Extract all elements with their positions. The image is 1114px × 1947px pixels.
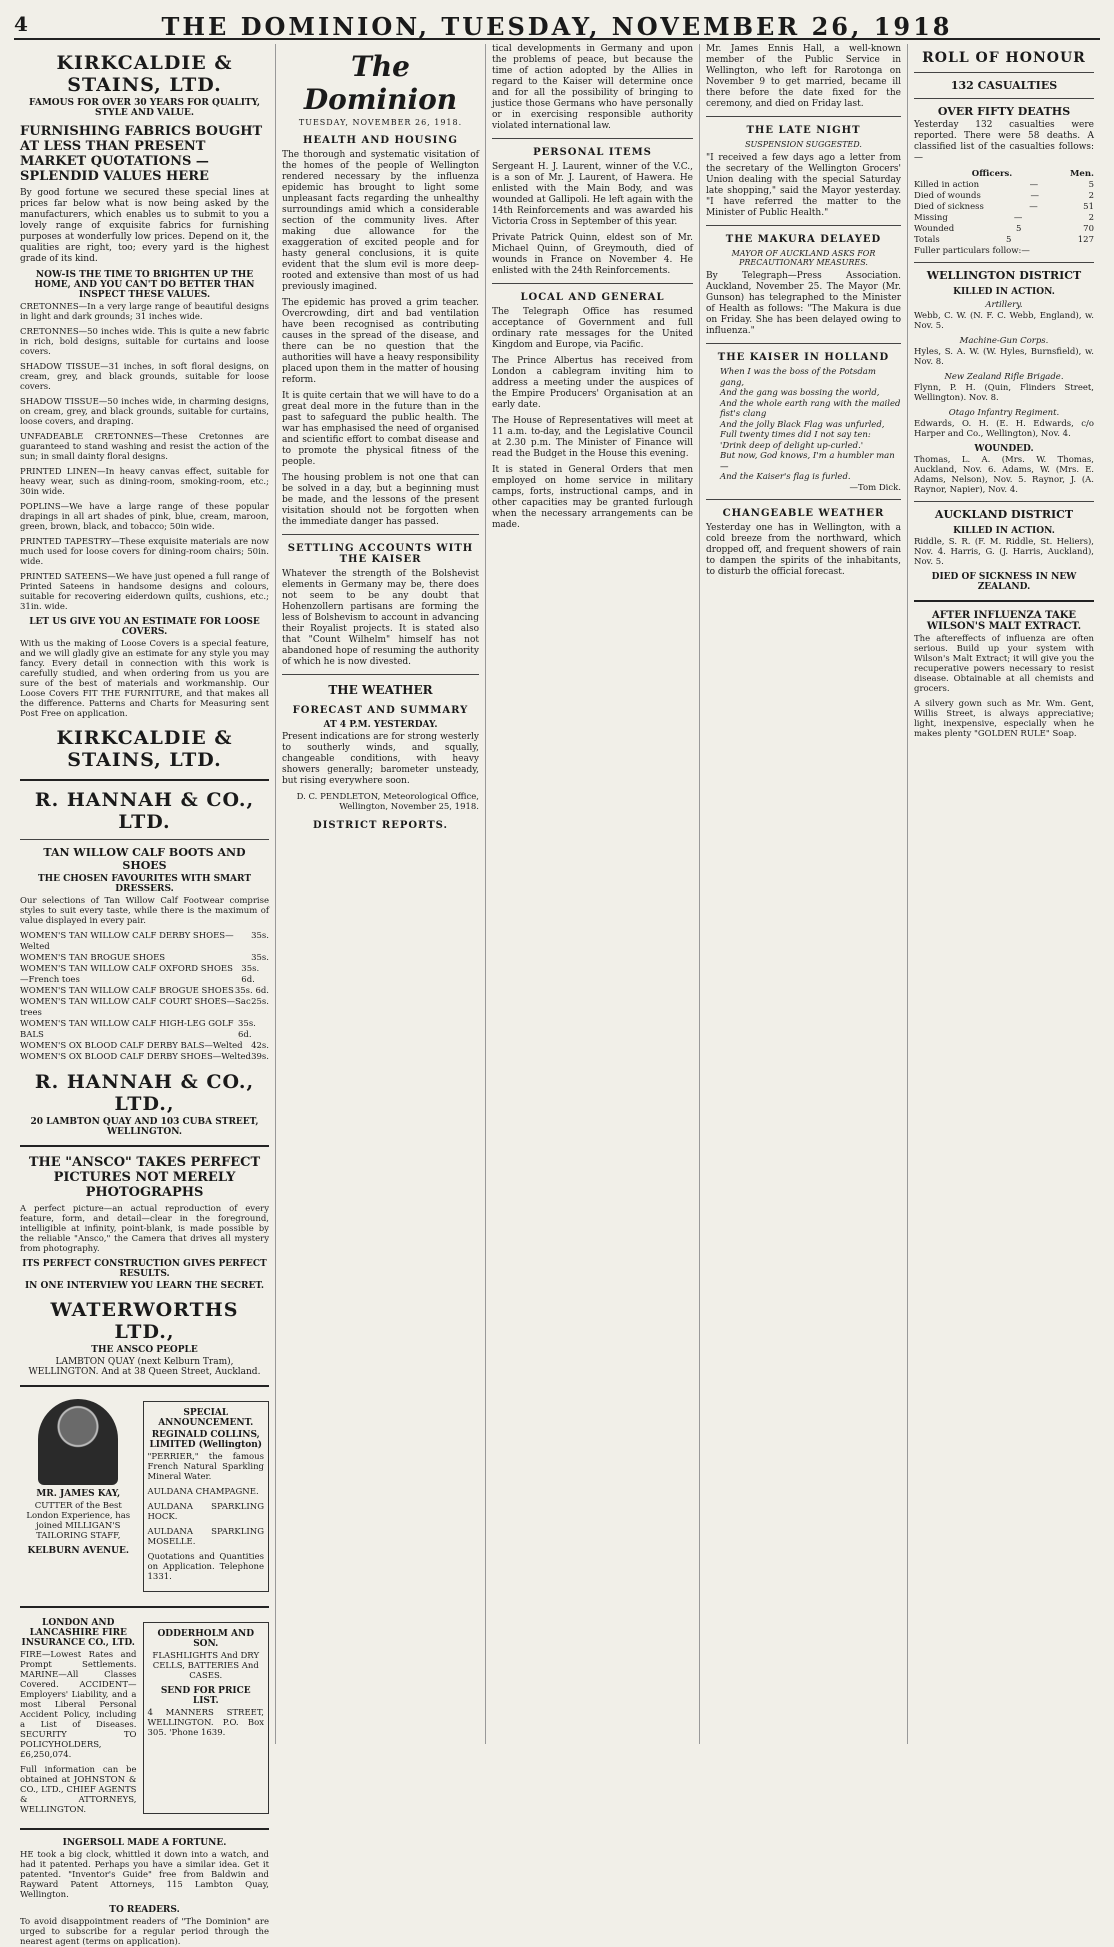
kirkcaldie-item: SHADOW TISSUE—31 inches, in soft floral designs, on cream, grey, and black grounds, suitable for loose covers. [20,362,269,392]
divider [20,1145,269,1147]
news-continued: tical developments in Germany and upon the problems of peace, but because the time of action adopted by the Allies in regard to the Kaiser will determine once and for all the possibility of bringing to justice those Germans who have personally or in exercising responsible authority violated international law. [492,44,693,131]
divider [20,839,269,840]
divider [914,600,1094,602]
table-row [914,213,1094,224]
weather-headline: THE WEATHER [328,683,433,697]
wellington-headline: WELLINGTON DISTRICT [926,269,1082,282]
readers-head: TO READERS. [109,1905,180,1915]
settling-headline: SETTLING ACCOUNTS WITH THE KAISER [287,543,474,565]
wilson-ad-headline: AFTER INFLUENZA TAKE WILSON'S MALT EXTRACT. [926,610,1082,632]
masthead [14,8,1100,40]
deaths-headline: OVER FIFTY DEATHS [937,105,1071,118]
column-editorial [276,44,486,1744]
london-body: FIRE—Lowest Rates and Prompt Settlements. MARINE—All Classes Covered. ACCIDENT—Employers' Liability, and a most Liberal Personal Accident Policy, including a List of Diseases. SECURITY TO POLICYHOLDERS, £6,250,074. [20,1650,137,1760]
price-row [20,997,269,1019]
table-cell-officers: 5 [1015,224,1022,234]
unit-casualties: Webb, C. W. (N. F. C. Webb, England), w. Nov. 5. [914,311,1094,331]
poem-line: Full twenty times did I not say ten: [720,430,871,440]
divider [914,501,1094,502]
poem-line: When I was the boss of the Potsdam gang, [720,367,876,388]
collins-ad [143,1401,270,1592]
table-cell-men: 2 [1088,213,1094,223]
price-row [20,1041,269,1052]
price-row [20,1052,269,1063]
price-item-price: 39s. [251,1052,269,1062]
editorial-headline: HEALTH AND HOUSING [303,135,458,146]
casualty-table [914,169,1094,246]
poem-line: But now, God knows, I'm a humbler man— [720,451,895,472]
ansco-interview: IN ONE INTERVIEW YOU LEARN THE SECRET. [24,1281,265,1291]
kirkcaldie-item: PRINTED TAPESTRY—These exquisite materials are now much used for loose covers for dining-room chairs; 50in. wide. [20,537,269,567]
table-header-cell: Men. [1070,169,1094,179]
unit-casualties: Edwards, O. H. (E. H. Edwards, c/o Harper and Co., Wellington), Nov. 4. [914,419,1094,439]
ansco-results: ITS PERFECT CONSTRUCTION GIVES PERFECT RESULTS. [22,1259,267,1279]
unit-name: Artillery. [985,300,1023,310]
wounded-names: Thomas, L. A. (Mrs. W. Thomas, Auckland, Nov. 6. Adams, W. (Mrs. E. Adams, Nelson), Nov. 5. Raynor, J. (A. Raynor, Napier), Nov. 4. [914,455,1094,495]
divider [706,499,901,500]
personal-body: Sergeant H. J. Laurent, winner of the V.C., is a son of Mr. J. Laurent, of Hawera. He enlisted with the Main Body, and was wounded at Gallipoli. He left again with the 14th Reinforcements and was awarded his Victoria Cross in September of this year. [492,162,693,227]
table-cell-men: 2 [1088,191,1094,201]
poem-line: 'Drink deep of delight up-curled.' [720,440,864,451]
table-cell-officers: — [1029,180,1039,190]
kirkcaldie-footer: KIRKCALDIE & STAINS, LTD. [56,727,233,771]
unit-name: New Zealand Rifle Brigade. [944,372,1064,382]
price-row [20,1019,269,1041]
unit-name: Otago Infantry Regiment. [948,408,1060,418]
makura-body: By Telegraph—Press Association. Auckland, November 25. The Mayor (Mr. Gunson) has telegraphed to the Minister of Health as follows: "The Makura is due on Friday. She has been delayed owing to influenza." [706,271,901,336]
local-body: The Prince Albertus has received from London a cablegram inviting him to address a meeting under the auspices of the Empire Producers' Organisation at an early date. [492,356,693,410]
divider [914,98,1094,99]
divider [706,225,901,226]
wilson-ad-body: The aftereffects of influenza are often serious. Build up your system with Wilson's Malt Extract; it will give you the recuperative powers necessary to resist disease. Obtainable at all chemists and grocers. [914,634,1094,694]
page-number: 4 [14,12,28,36]
kay-address: KELBURN AVENUE. [27,1546,130,1556]
unit-casualties: Flynn, P. H. (Quin, Flinders Street, Wellington). Nov. 8. [914,383,1094,403]
divider [20,779,269,781]
divider [20,1385,269,1387]
ad-row [20,1395,269,1598]
kirkcaldie-item: POPLINS—We have a large range of these popular drapings in all art shades of pink, blue, cream, maroon, green, brown, black, and tobacco; 50in wide. [20,502,269,532]
waterworths-title: WATERWORTHS LTD., [50,1299,239,1343]
table-cell-men: 70 [1083,224,1094,234]
price-item-price: 35s. 6d. [238,1019,256,1040]
honour-intro: Yesterday 132 casualties were reported. There were 58 deaths. A classified list of the casualties follows:— [914,120,1094,163]
changeable-headline: CHANGEABLE WEATHER [722,507,885,519]
editorial-dateline: TUESDAY, NOVEMBER 26, 1918. [298,118,463,127]
unit-list [914,300,1094,439]
price-item-price: 42s. [251,1041,269,1051]
column-news [486,44,700,1744]
price-row [20,931,269,953]
odderholm-items: FLASHLIGHTS And DRY CELLS, BATTERIES And CASES. [152,1651,260,1681]
wounded-headline: WOUNDED. [974,444,1034,454]
kaiser-poem [706,367,901,483]
table-row [914,235,1094,246]
table-row [914,202,1094,213]
price-item-name: WOMEN'S OX BLOOD CALF DERBY SHOES—Welted [20,1052,251,1062]
local-body: The Telegraph Office has resumed acceptance of Government and full ordinary rate messages for the United Kingdom and Europe, via Pacific. [492,307,693,350]
ansco-headline: THE "ANSCO" TAKES PERFECT PICTURES NOT MERELY PHOTOGRAPHS [28,1155,261,1200]
collins-item: "PERRIER," the famous French Natural Sparkling Mineral Water. [147,1452,264,1482]
table-cell-officers: — [1030,191,1039,201]
collins-name: REGINALD COLLINS, LIMITED (Wellington) [149,1430,263,1450]
soap-ad-body: A silvery gown such as Mr. Wm. Gent, Willis Street, is always appreciative; light, inexpensive, especially when he makes plenty "GOLDEN RULE" Soap. [914,699,1094,739]
odderholm-ad [143,1622,270,1814]
price-item-name: WOMEN'S TAN WILLOW CALF BROGUE SHOES [20,986,234,996]
casualties-count: 132 CASUALTIES [950,79,1058,92]
ansco-body: A perfect picture—an actual reproduction of every feature, form, and detail—clear in the foreground, intelligible at infinity, point-blank, is made possible by the reliable "Ansco," the Camera that drives all mystery from photography. [20,1204,269,1254]
collins-item: AULDANA SPARKLING HOCK. [147,1502,264,1522]
divider [492,138,693,139]
divider [282,674,479,675]
collins-item: AULDANA SPARKLING MOSELLE. [147,1527,264,1547]
table-cell-officers: 5 [1006,235,1012,245]
late-night-body: "I received a few days ago a letter from the secretary of the Wellington Grocers' Union dealing with the special Saturday late shopping," said the Mayor yesterday. "I have referred the matter to the Minister of Public Health." [706,153,901,218]
kaiser-headline: THE KAISER IN HOLLAND [717,352,890,363]
auckland-names: Riddle, S. R. (F. M. Riddle, St. Heliers), Nov. 4. Harris, G. (J. Harris, Auckland), Nov. 5. [914,537,1094,567]
forecast-time: AT 4 P.M. YESTERDAY. [323,720,438,730]
ingersoll-body: HE took a big clock, whittled it down into a watch, and had it patented. Perhaps you have a similar idea. Get it patented. "Inventor's Guide" free from Baldwin and Rayward Patent Attorneys, 115 Lambton Quay, Wellington. [20,1850,269,1900]
kirkcaldie-item: PRINTED LINEN—In heavy canvas effect, suitable for heavy wear, such as dining-room, smoking-room, etc.; 30in wide. [20,467,269,497]
column-advertisements [14,44,276,1947]
columns [14,44,1100,1947]
odderholm-head: ODDERHOLM AND SON. [157,1629,255,1649]
london-head: LONDON AND LANCASHIRE FIRE INSURANCE CO., LTD. [21,1618,135,1648]
kaiser-signature: —Tom Dick. [849,482,901,493]
kay-ad [20,1395,137,1598]
paper-nameplate: The Dominion [303,50,458,116]
price-item-price: 35s. 6d. [234,986,269,996]
collins-head: SPECIAL ANNOUNCEMENT. [158,1408,254,1428]
price-item-price: 35s. [251,931,269,941]
editorial-paragraph: The thorough and systematic visitation of the homes of the people of Wellington rendered necessary by the influenza epidemic has brought to light some unpleasant facts regarding the unhealthy surroundings amid which a considerable section of the community lives. After making due allowance for the exaggeration of excited people and for hasty general conclusions, it is quite evident that the slum evil is more deep-rooted and extensive than most of us had previously imagined. [282,150,479,292]
price-item-price: 35s. [251,953,269,963]
editorial-paragraph: It is quite certain that we will have to do a great deal more in the future than in the past to safeguard the public health. The war has emphasised the need of organised and scientific effort to combat disease and to promote the physical fitness of the people. [282,391,479,467]
kirkcaldie-now: NOW-IS THE TIME TO BRIGHTEN UP THE HOME, AND YOU CAN'T DO BETTER THAN INSPECT THESE VALUES. [34,270,255,300]
unit-casualties: Hyles, S. A. W. (W. Hyles, Burnsfield), w. Nov. 8. [914,347,1094,367]
hannah-subhead: THE CHOSEN FAVOURITES WITH SMART DRESSERS. [37,874,252,894]
district-reports-headline: DISTRICT REPORTS. [313,820,448,831]
poem-line: And the Kaiser's flag is furled. [720,472,851,482]
makura-subhead: MAYOR OF AUCKLAND ASKS FOR PRECAUTIONARY MEASURES. [731,249,876,267]
collins-item: AULDANA CHAMPAGNE. [147,1487,259,1497]
price-item-name: WOMEN'S TAN WILLOW CALF COURT SHOES—Sac trees [20,997,251,1018]
london-info: Full information can be obtained at JOHNSTON & CO., LTD., CHIEF AGENTS & ATTORNEYS, WELLINGTON. [20,1765,137,1815]
price-item-name: WOMEN'S TAN WILLOW CALF HIGH-LEG GOLF BALS [20,1019,234,1040]
hannah-title: R. HANNAH & CO., LTD. [34,789,255,833]
settling-body: Whatever the strength of the Bolshevist elements in Germany may be, there does not seem to be any doubt that Hohenzollern partisans are forming the less of Bolshevism to account in advancing their Royalist projects. It is stated also that "Count Wilhelm" himself has not abandoned hope of resuming the authority of which he is now divested. [282,569,479,667]
waterworths-address: LAMBTON QUAY (next Kelburn Tram), WELLINGTON. And at 38 Queen Street, Auckland. [28,1357,261,1377]
forecast-headline: FORECAST AND SUMMARY [292,705,469,716]
divider [706,116,901,117]
divider [492,283,693,284]
kirkcaldie-item: UNFADEABLE CRETONNES—These Cretonnes are guaranteed to stand washing and resist the action of the sun; in small dainty floral designs. [20,432,269,462]
kirkcaldie-intro: By good fortune we secured these special lines at prices far below what is now being asked by the manufacturers, which enables us to submit to you a lovely range of exquisite fabrics for furnishing purposes at wonderfully low prices. Depend on it, the qualities are right, too; every yard is the highest grade of its kind. [20,188,269,264]
column-news-2 [700,44,908,1744]
price-row [20,964,269,986]
column-roll-of-honour [908,44,1100,1744]
table-header [914,169,1094,180]
unit-name: Machine-Gun Corps. [959,336,1049,346]
table-row [914,180,1094,191]
makura-headline: THE MAKURA DELAYED [725,234,882,245]
editorial-paragraph: The housing problem is not one that can be solved in a day, but a beginning must be made, and the lessons of the present visitation should not be forgotten when the immediate danger has passed. [282,473,479,527]
divider [282,534,479,535]
poem-line: And the jolly Black Flag was unfurled, [720,419,885,430]
hannah-address: 20 LAMBTON QUAY AND 103 CUBA STREET, WELLINGTON. [30,1117,259,1137]
hannah-price-list [20,931,269,1063]
divider [20,1828,269,1830]
changeable-body: Yesterday one has in Wellington, with a cold breeze from the northward, which dropped off, and frequent showers of rain to dampen the spirits of the inhabitants, to disturb the official forecast. [706,522,901,577]
auckland-headline: AUCKLAND DISTRICT [934,508,1074,521]
table-cell-men: 127 [1077,235,1094,245]
odderholm-send: SEND FOR PRICE LIST. [160,1686,251,1706]
local-body: The House of Representatives will meet at 11 a.m. to-day, and the Legislative Council at 2.30 p.m. The Minister of Finance will read the Budget in the House this evening. [492,416,693,459]
table-cell-label: Missing [914,213,948,223]
table-cell-men: 5 [1088,180,1094,190]
kirkcaldie-item: PRINTED SATEENS—We have just opened a full range of Printed Sateens in handsome designs and colours, suitable for recovering eiderdown quilts, cushions, etc.; 31in. wide. [20,572,269,612]
kirkcaldie-loose-body: With us the making of Loose Covers is a special feature, and we will gladly give an estimate for any style you may fancy. Every detail in connection with this work is carefully studied, and when ordering from us you are sure of the best of materials and workmanship. Our Loose Covers FIT THE FURNITURE, and that makes all the difference. Patterns and Charts for Measuring sent Post Free on application. [20,639,269,719]
news-continued: Mr. James Ennis Hall, a well-known member of the Public Service in Wellington, who left for Rarotonga on November 9 to get married, became ill there before the date fixed for the ceremony, and died on Friday last. [706,44,901,109]
hannah-footer: R. HANNAH & CO., LTD., [34,1071,255,1115]
killed-headline: KILLED IN ACTION. [953,287,1055,297]
late-night-headline: THE LATE NIGHT [746,125,861,136]
london-ad [20,1616,137,1820]
price-item-name: WOMEN'S OX BLOOD CALF DERBY BALS—Welted [20,1041,243,1051]
odderholm-address: 4 MANNERS STREET, WELLINGTON. P.O. Box 305. 'Phone 1639. [147,1708,264,1738]
table-cell-label: Died of sickness [914,202,984,212]
personal-headline: PERSONAL ITEMS [533,147,652,158]
kay-body: CUTTER of the Best London Experience, has joined MILLIGAN'S TAILORING STAFF, [26,1501,131,1541]
price-item-price: 35s. 6d. [241,964,260,985]
table-cell-officers: — [1029,202,1038,212]
editorial-paragraph: The epidemic has proved a grim teacher. Overcrowding, dirt and bad ventilation have been recognised as contributing causes in the spread of the disease, and there can be no question that the authorities will have a heavy responsibility placed upon them in the matter of housing reform. [282,298,479,385]
price-item-name: WOMEN'S TAN WILLOW CALF DERBY SHOES—Welted [20,931,234,952]
waterworths-sub: THE ANSCO PEOPLE [91,1345,198,1355]
poem-line: And the gang was bossing the world, [720,388,880,398]
ingersoll-head: INGERSOLL MADE A FORTUNE. [62,1838,227,1848]
divider [914,262,1094,263]
kirkcaldie-title: KIRKCALDIE & STAINS, LTD. [56,52,233,96]
table-cell-label: Died of wounds [914,191,981,201]
divider [20,1606,269,1608]
table-cell-label: Totals [914,235,940,245]
table-cell-label: Wounded [914,224,955,234]
price-item-name: WOMEN'S TAN WILLOW CALF OXFORD SHOES—French toes [20,964,233,985]
kirkcaldie-item: CRETONNES—In a very large range of beautiful designs in light and dark grounds; 31 inches wide. [20,302,269,322]
kirkcaldie-item: CRETONNES—50 inches wide. This is quite a new fabric in rich, bold designs, suitable for curtains and loose covers. [20,327,269,357]
price-item-price: 25s. [251,997,269,1007]
kirkcaldie-headline: FURNISHING FABRICS BOUGHT AT LESS THAN PRESENT MARKET QUOTATIONS — SPLENDID VALUES HERE [20,124,263,184]
local-body: It is stated in General Orders that men employed on home service in military camps, forts, instructional camps, and in other capacities may be granted furlough when the necessary arrangements can be made. [492,465,693,530]
kay-name: MR. JAMES KAY, [36,1489,121,1499]
forecast-body: Present indications are for strong westerly to southerly winds, and squally, changeable conditions, with heavy showers generally; barometer unsteady, but rising everywhere soon. [282,732,479,786]
price-row [20,986,269,997]
table-header-cell: Officers. [971,169,1013,179]
local-headline: LOCAL AND GENERAL [520,292,665,303]
collins-note: Quotations and Quantities on Application. Telephone 1331. [147,1552,264,1582]
ad-row [20,1616,269,1820]
sickness-headline: DIED OF SICKNESS IN NEW ZEALAND. [931,572,1077,592]
personal-body: Private Patrick Quinn, eldest son of Mr. Michael Quinn, of Greymouth, died of wounds in France on November 4. He enlisted with the 24th Reinforcements. [492,233,693,276]
table-cell-officers: — [1013,213,1023,223]
table-row [914,224,1094,235]
readers-body: To avoid disappointment readers of "The Dominion" are urged to subscribe for a regular period through the nearest agent (terms on application). [20,1917,269,1947]
poem-line: And the whole earth rang with the mailed fist's clang [720,398,901,419]
price-item-name: WOMEN'S TAN BROGUE SHOES [20,953,166,963]
table-cell-men: 51 [1083,202,1094,212]
late-night-subhead: SUSPENSION SUGGESTED. [745,140,862,149]
divider [706,343,901,344]
divider [914,72,1094,73]
kirkcaldie-item: SHADOW TISSUE—50 inches wide, in charming designs, on cream, grey, and black grounds, suitable for curtains, loose covers, and draping. [20,397,269,427]
honour-headline: ROLL OF HONOUR [922,50,1086,66]
hannah-headline: TAN WILLOW CALF BOOTS AND SHOES [43,846,246,872]
kirkcaldie-loose-covers: LET US GIVE YOU AN ESTIMATE FOR LOOSE COVERS. [29,617,260,637]
auckland-killed-headline: KILLED IN ACTION. [953,526,1055,536]
table-row [914,191,1094,202]
kirkcaldie-tagline: FAMOUS FOR OVER 30 YEARS FOR QUALITY, STYLE AND VALUE. [28,98,261,118]
table-cell-label: Killed in action [914,180,980,190]
tailor-portrait-image [38,1399,118,1485]
masthead-title: THE DOMINION, TUESDAY, NOVEMBER 26, 1918 [161,12,953,41]
table-note: Fuller particulars follow:— [914,246,1030,256]
price-row [20,953,269,964]
forecast-signature: D. C. PENDLETON, Meteorological Office, Wellington, November 25, 1918. [296,792,479,812]
hannah-intro: Our selections of Tan Willow Calf Footwear comprise styles to suit every taste, while there is the maximum of value displayed in every pair. [20,896,269,926]
